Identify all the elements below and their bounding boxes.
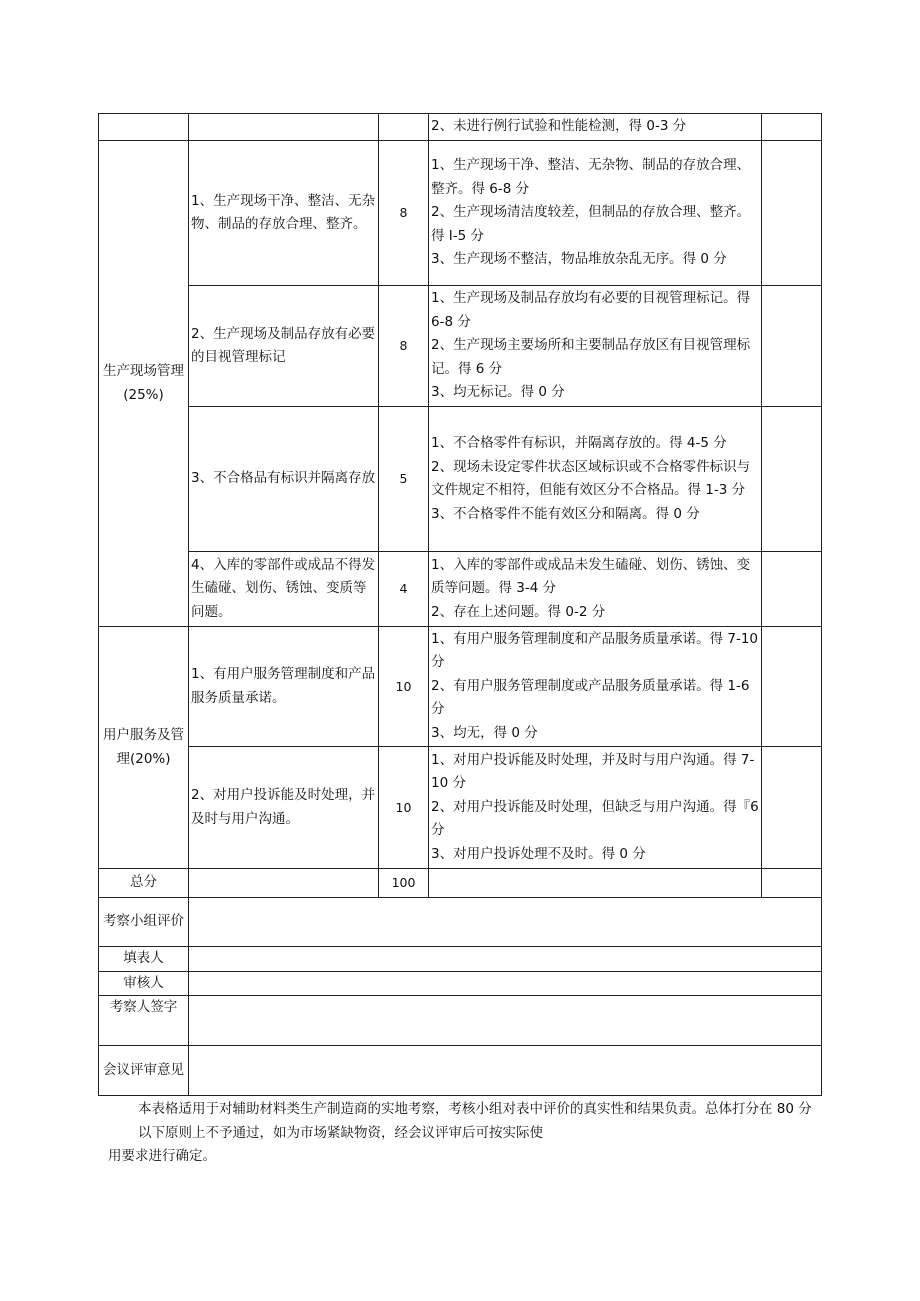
score-cell: 5	[379, 407, 429, 552]
signoff-field[interactable]	[189, 971, 822, 996]
signoff-field[interactable]	[189, 898, 822, 947]
footnote-line: 用要求进行确定。	[108, 1148, 216, 1164]
category-cell	[99, 114, 189, 141]
result-cell	[762, 141, 822, 286]
score-cell: 10	[379, 747, 429, 869]
signoff-label: 会议评审意见	[99, 1046, 189, 1096]
standard-line: 2、未进行例行试验和性能检测，得 0-3 分	[431, 118, 687, 135]
total-standard-cell	[429, 869, 762, 898]
standard-line: 3、对用户投诉处理不及时。得 0 分	[431, 845, 646, 862]
signoff-row	[99, 947, 822, 972]
result-cell	[762, 114, 822, 141]
standard-line: 2、生产现场主要场所和主要制品存放区有目视管理标记。得 6 分	[431, 337, 751, 377]
item-cell: 4、入库的零部件或成品不得发生磕碰、划伤、锈蚀、变质等问题。	[189, 552, 379, 627]
signoff-row	[99, 898, 822, 947]
signoff-row	[99, 1046, 822, 1096]
result-cell	[762, 407, 822, 552]
item-cell	[189, 114, 379, 141]
item-cell: 1、有用户服务管理制度和产品服务质量承诺。	[189, 627, 379, 747]
score-cell: 4	[379, 552, 429, 627]
signoff-field[interactable]	[189, 996, 822, 1046]
category-cell-service: 用户服务及管理(20%)	[99, 627, 189, 869]
standard-cell	[429, 407, 762, 552]
standard-cell	[429, 286, 762, 407]
table-row	[99, 141, 822, 286]
total-item-cell	[189, 869, 379, 898]
item-cell: 3、不合格品有标识并隔离存放	[189, 407, 379, 552]
table-row	[99, 114, 822, 141]
evaluation-table	[98, 113, 822, 1096]
standard-line: 2、有用户服务管理制度或产品服务质量承诺。得 1-6 分	[431, 677, 750, 718]
standard-cell	[429, 747, 762, 869]
signoff-label: 考察小组评价	[99, 898, 189, 947]
category-cell-production: 生产现场管理(25%)	[99, 141, 189, 627]
signoff-label: 填表人	[99, 947, 189, 972]
standard-line: 2、对用户投诉能及时处理，但缺乏与用户沟通。得『6 分	[431, 798, 759, 839]
standard-line: 3、均无标记。得 0 分	[431, 384, 565, 401]
total-score: 100	[379, 869, 429, 898]
standard-line: 1、对用户投诉能及时处理，并及时与用户沟通。得 7-10 分	[431, 751, 755, 792]
table-row	[99, 747, 822, 869]
item-cell: 1、生产现场干净、整洁、无杂物、制品的存放合理、整齐。	[189, 141, 379, 286]
footnote	[108, 1098, 823, 1169]
signoff-field[interactable]	[189, 947, 822, 972]
score-cell: 8	[379, 141, 429, 286]
standard-cell	[429, 552, 762, 627]
table-row	[99, 407, 822, 552]
signoff-label: 考察人签字	[99, 996, 189, 1046]
table-row	[99, 552, 822, 627]
score-cell	[379, 114, 429, 141]
signoff-field[interactable]	[189, 1046, 822, 1096]
standard-line: 1、生产现场干净、整洁、无杂物、制品的存放合理、整齐。得 6-8 分	[431, 157, 751, 197]
standard-cell	[429, 627, 762, 747]
result-cell	[762, 552, 822, 627]
result-cell	[762, 286, 822, 407]
standard-line: 3、生产现场不整洁，物品堆放杂乱无序。得 0 分	[431, 251, 727, 268]
standard-line: 2、存在上述问题。得 0-2 分	[431, 603, 606, 620]
score-cell: 8	[379, 286, 429, 407]
standard-line: 1、入库的零部件或成品未发生磕碰、划伤、锈蚀、变质等问题。得 3-4 分	[431, 556, 751, 597]
signoff-row	[99, 971, 822, 996]
standard-line: 2、现场未设定零件状态区域标识或不合格零件标识与文件规定不相符，但能有效区分不合格品。得 1-3 分	[431, 458, 751, 498]
result-cell	[762, 627, 822, 747]
footnote-line: 本表格适用于对辅助材料类生产制造商的实地考察，考核小组对表中评价的真实性和结果负责。总体打分在 80 分以下原则上不予通过，如为市场紧缺物资，经会议评审后可按实际使	[138, 1101, 812, 1141]
signoff-row	[99, 996, 822, 1046]
standard-line: 1、不合格零件有标识，并隔离存放的。得 4-5 分	[431, 435, 727, 451]
standard-line: 2、生产现场清洁度较差，但制品的存放合理、整齐。得 I-5 分	[431, 204, 751, 244]
standard-cell	[429, 114, 762, 141]
total-result-cell	[762, 869, 822, 898]
result-cell	[762, 747, 822, 869]
score-cell: 10	[379, 627, 429, 747]
standard-line: 1、生产现场及制品存放均有必要的目视管理标记。得 6-8 分	[431, 290, 751, 330]
standard-line: 3、不合格零件不能有效区分和隔离。得 0 分	[431, 505, 700, 522]
total-row	[99, 869, 822, 898]
item-cell: 2、对用户投诉能及时处理，并及时与用户沟通。	[189, 747, 379, 869]
table-row	[99, 286, 822, 407]
item-cell: 2、生产现场及制品存放有必要的目视管理标记	[189, 286, 379, 407]
standard-line: 1、有用户服务管理制度和产品服务质量承诺。得 7-10 分	[431, 630, 759, 671]
standard-cell	[429, 141, 762, 286]
signoff-label: 审核人	[99, 971, 189, 996]
table-row	[99, 627, 822, 747]
standard-line: 3、均无，得 0 分	[431, 724, 538, 741]
total-label: 总分	[99, 869, 189, 898]
